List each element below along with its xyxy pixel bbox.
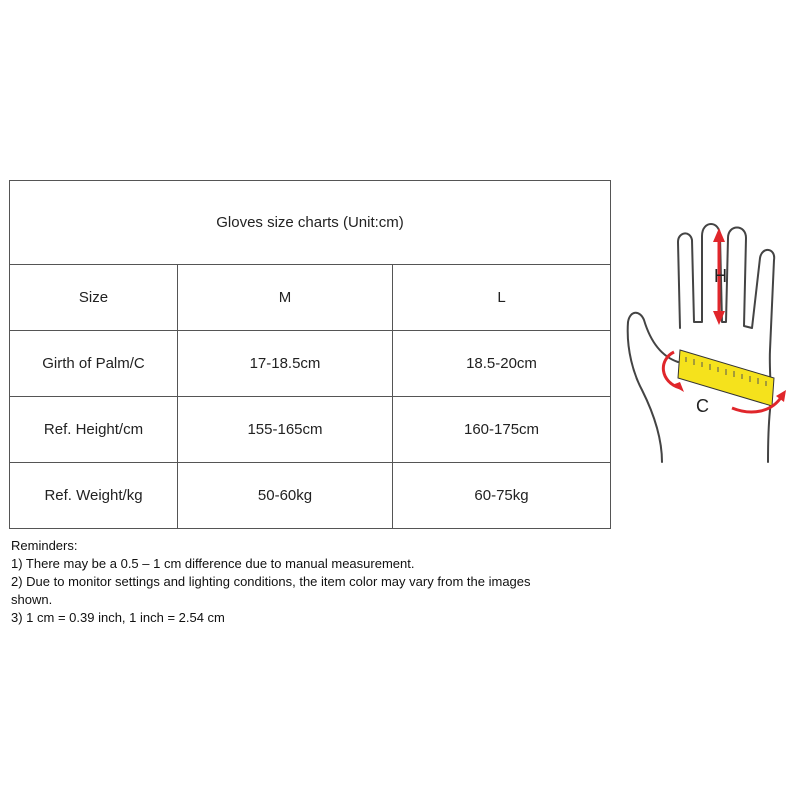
height-label: H bbox=[714, 266, 727, 286]
table-title-row bbox=[10, 181, 611, 265]
table-cell: 18.5-20cm bbox=[393, 331, 611, 397]
header-cell-size: Size bbox=[10, 265, 178, 331]
table-cell: 160-175cm bbox=[393, 397, 611, 463]
table-cell: 60-75kg bbox=[393, 463, 611, 529]
table-header-row bbox=[10, 265, 611, 331]
table-row bbox=[10, 397, 611, 463]
reminders-heading: Reminders: bbox=[11, 538, 78, 553]
table-cell: 155-165cm bbox=[178, 397, 393, 463]
girth-label: C bbox=[696, 396, 709, 416]
reminder-line: 2) Due to monitor settings and lighting conditions, the item color may vary from the images bbox=[11, 574, 531, 589]
size-chart-table bbox=[9, 180, 611, 529]
reminder-line: shown. bbox=[11, 592, 53, 607]
reminder-line: 3) 1 cm = 0.39 inch, 1 inch = 2.54 cm bbox=[11, 610, 225, 625]
reminder-line: 1) There may be a 0.5 – 1 cm difference due to manual measurement. bbox=[11, 556, 415, 571]
table-row bbox=[10, 331, 611, 397]
reminders-section bbox=[11, 537, 611, 627]
table-cell: 17-18.5cm bbox=[178, 331, 393, 397]
row-label: Ref. Height/cm bbox=[10, 397, 178, 463]
measuring-tape bbox=[678, 350, 774, 406]
table-title: Gloves size charts (Unit:cm) bbox=[10, 181, 611, 265]
row-label: Girth of Palm/C bbox=[10, 331, 178, 397]
hand-outline bbox=[628, 224, 775, 462]
table-row bbox=[10, 463, 611, 529]
header-cell-m: M bbox=[178, 265, 393, 331]
table-cell: 50-60kg bbox=[178, 463, 393, 529]
row-label: Ref. Weight/kg bbox=[10, 463, 178, 529]
hand-measurement-illustration bbox=[622, 210, 800, 470]
header-cell-l: L bbox=[393, 265, 611, 331]
